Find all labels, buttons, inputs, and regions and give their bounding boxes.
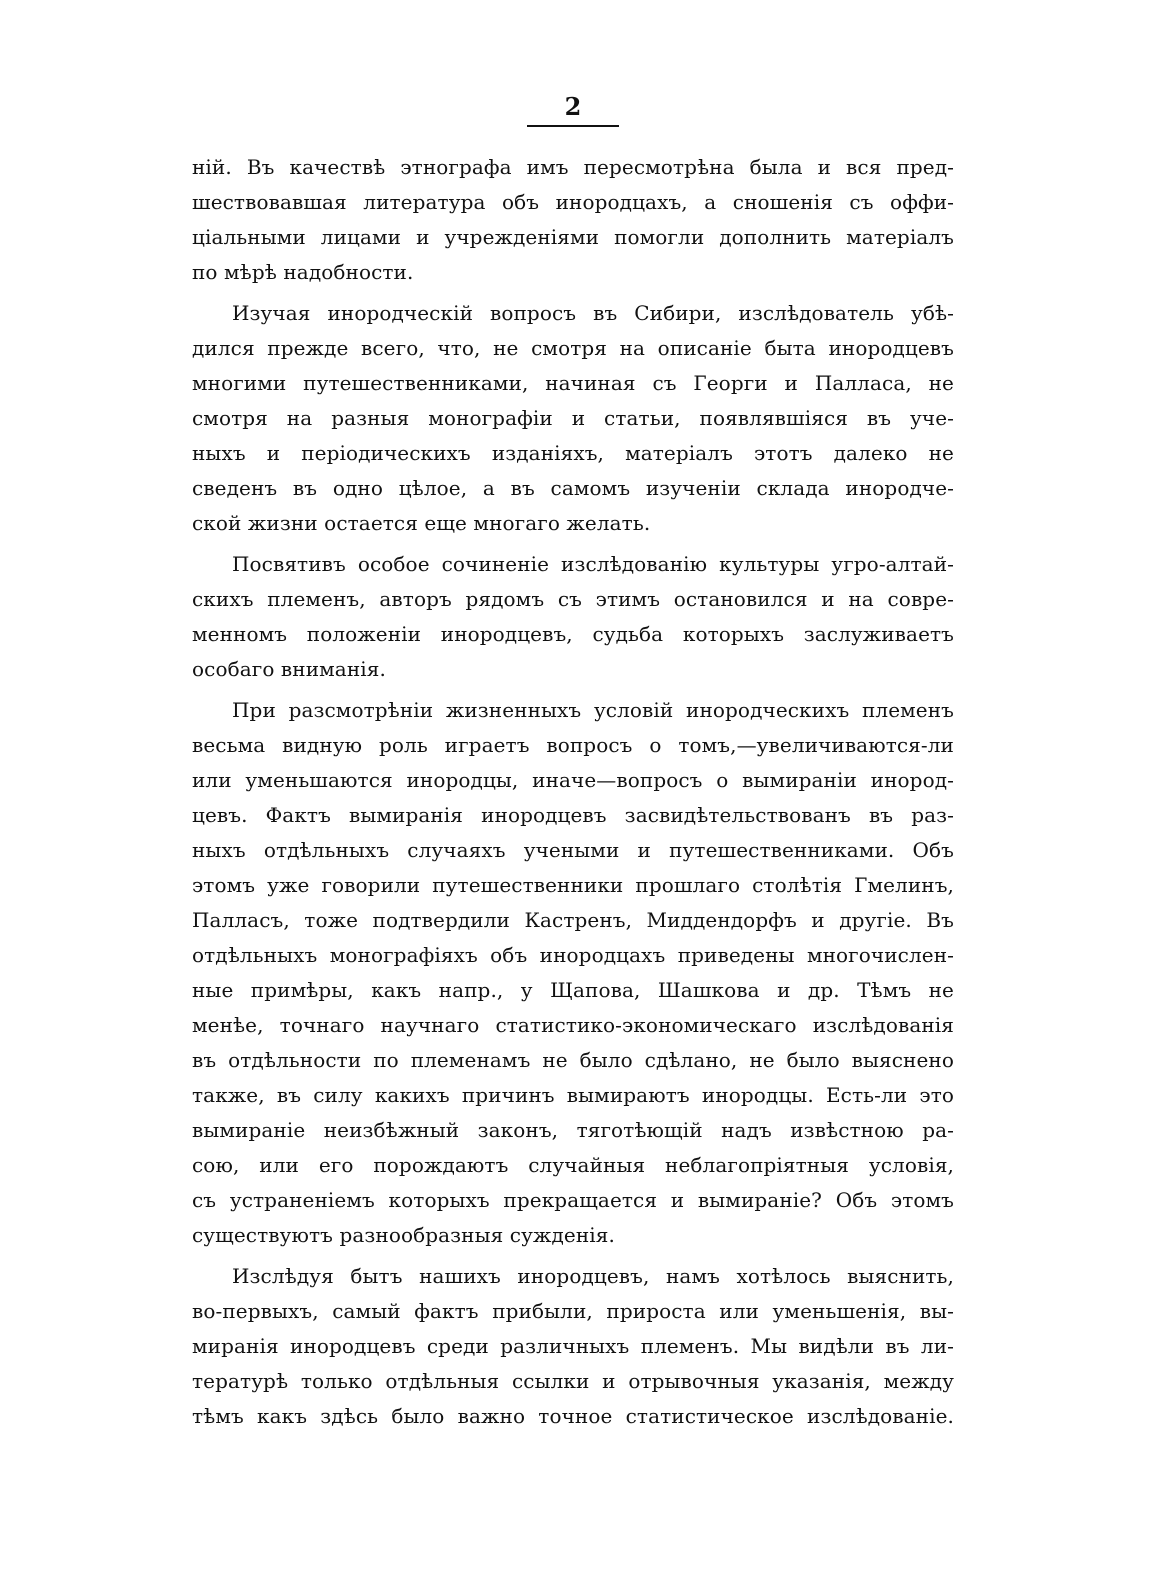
text-line: цевъ. Фактъ вымиранія инородцевъ засвидѣтельствованъ въ раз-	[192, 803, 954, 827]
text-line: сведенъ въ одно цѣлое, а въ самомъ изученіи склада инородче-	[192, 476, 954, 500]
text-line: дился прежде всего, что, не смотря на описаніе быта инородцевъ	[192, 336, 954, 360]
text-line: ныхъ отдѣльныхъ случаяхъ учеными и путешественниками. Объ	[192, 838, 954, 862]
text-line: шествовавшая литература объ инородцахъ, а сношенія съ оффи-	[192, 190, 954, 214]
text-line: этомъ уже говорили путешественники прошлаго столѣтія Гмелинъ,	[192, 873, 954, 897]
text-line: вымираніе неизбѣжный законъ, тяготѣющій надъ извѣстною ра-	[192, 1118, 954, 1142]
text-line: скихъ племенъ, авторъ рядомъ съ этимъ остановился и на совре-	[192, 587, 954, 611]
text-line: Посвятивъ особое сочиненіе изслѣдованію культуры угро-алтай-	[232, 552, 954, 576]
text-line: миранія инородцевъ среди различныхъ племенъ. Мы видѣли въ ли-	[192, 1334, 954, 1358]
page-number: 2	[564, 92, 582, 121]
text-line: ціальными лицами и учрежденіями помогли дополнить матеріалъ	[192, 225, 954, 249]
text-line: тературѣ только отдѣльныя ссылки и отрывочныя указанія, между	[192, 1369, 954, 1393]
paragraph-4	[192, 693, 954, 1253]
text-line: по мѣрѣ надобности.	[192, 260, 414, 284]
text-line: сою, или его порождаютъ случайныя неблагопріятныя условія,	[192, 1153, 954, 1177]
text-line: также, въ силу какихъ причинъ вымираютъ инородцы. Есть-ли это	[192, 1083, 954, 1107]
text-line: ской жизни остается еще многаго желать.	[192, 511, 651, 535]
paragraph-3	[192, 547, 954, 687]
text-line: ныхъ и періодическихъ изданіяхъ, матеріалъ этотъ далеко не	[192, 441, 954, 465]
text-line: смотря на разныя монографіи и статьи, появлявшіяся въ уче-	[192, 406, 954, 430]
paragraph-5	[192, 1259, 954, 1434]
text-line: во-первыхъ, самый фактъ прибыли, прироста или уменьшенія, вы-	[192, 1299, 954, 1323]
text-line: Палласъ, тоже подтвердили Кастренъ, Миддендорфъ и другіе. Въ	[192, 908, 954, 932]
text-line: многими путешественниками, начиная съ Георги и Палласа, не	[192, 371, 954, 395]
text-line: съ устраненіемъ которыхъ прекращается и вымираніе? Объ этомъ	[192, 1188, 954, 1212]
text-line: Изслѣдуя бытъ нашихъ инородцевъ, намъ хотѣлось выяснить,	[232, 1264, 954, 1288]
paragraph-2	[192, 296, 954, 541]
text-line: При разсмотрѣніи жизненныхъ условій инородческихъ племенъ	[232, 698, 954, 722]
text-line: Изучая инородческій вопросъ въ Сибири, изслѣдователь убѣ-	[232, 301, 954, 325]
text-body	[192, 150, 954, 1440]
text-line: тѣмъ какъ здѣсь было важно точное статистическое изслѣдованіе.	[192, 1404, 954, 1428]
text-line: особаго вниманія.	[192, 657, 386, 681]
text-line: существуютъ разнообразныя сужденія.	[192, 1223, 615, 1247]
text-line: въ отдѣльности по племенамъ не было сдѣлано, не было выяснено	[192, 1048, 954, 1072]
text-line: отдѣльныхъ монографіяхъ объ инородцахъ приведены многочислен-	[192, 943, 954, 967]
text-line: менѣе, точнаго научнаго статистико-экономическаго изслѣдованія	[192, 1013, 954, 1037]
page-number-rule	[527, 125, 619, 127]
text-line: ній. Въ качествѣ этнографа имъ пересмотрѣна была и вся пред-	[192, 155, 954, 179]
paragraph-1	[192, 150, 954, 290]
text-line: весьма видную роль играетъ вопросъ о томъ,—увеличиваются-ли	[192, 733, 954, 757]
text-line: ные примѣры, какъ напр., у Щапова, Шашкова и др. Тѣмъ не	[192, 978, 954, 1002]
text-line: менномъ положеніи инородцевъ, судьба которыхъ заслуживаетъ	[192, 622, 954, 646]
text-line: или уменьшаются инородцы, иначе—вопросъ о вымираніи инород-	[192, 768, 954, 792]
